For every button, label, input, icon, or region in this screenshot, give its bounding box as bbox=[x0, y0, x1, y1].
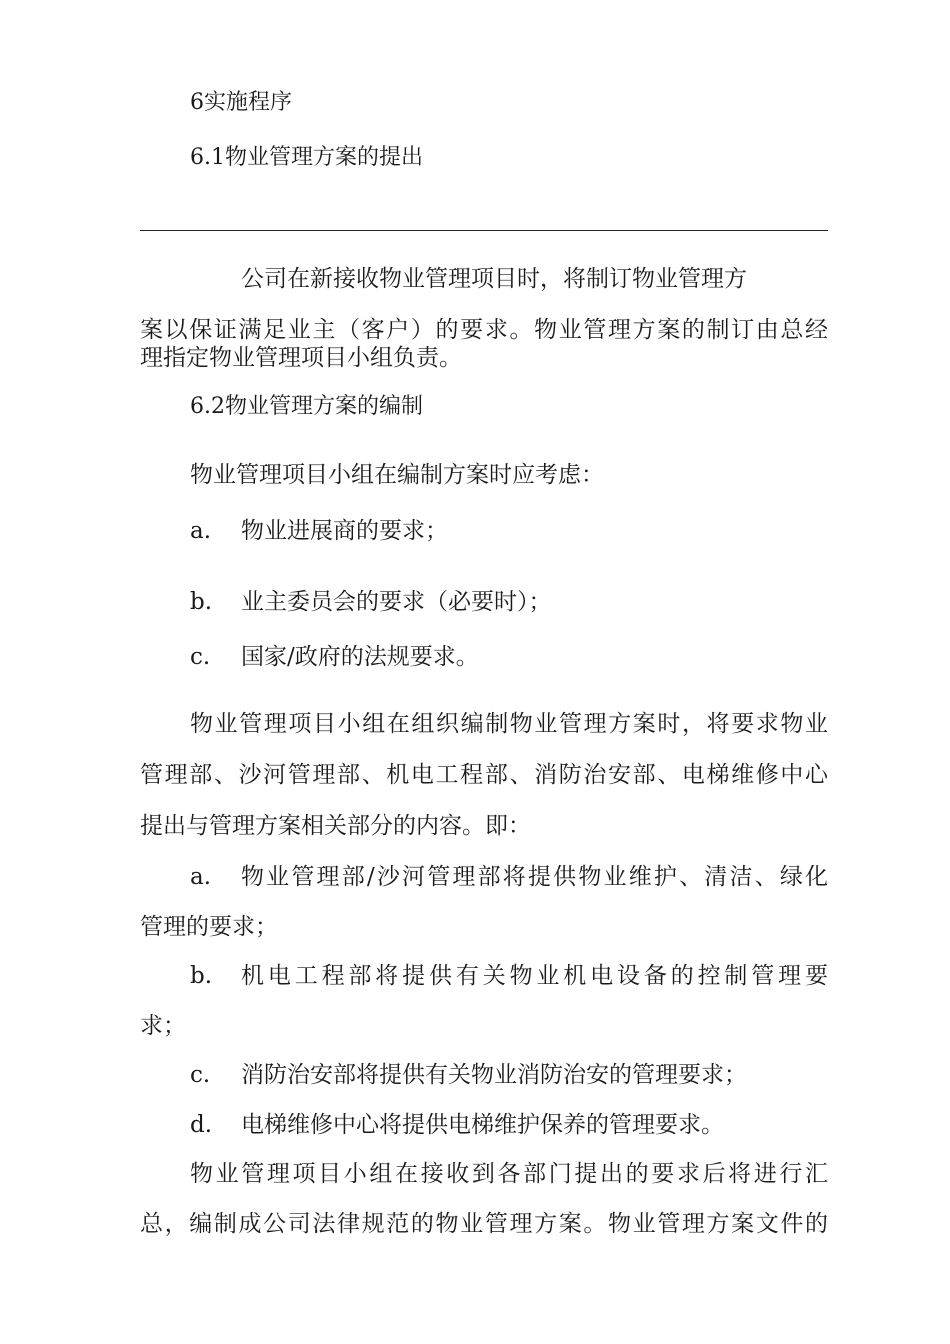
list-text: 业主委员会的要求（必要时）； bbox=[241, 589, 552, 615]
list-item-continuation: 管理的要求； bbox=[140, 914, 278, 940]
paragraph-4-line-1: 物业管理项目小组在接收到各部门提出的要求后将进行汇 bbox=[190, 1161, 828, 1187]
list-text: 电梯维修中心将提供电梯维护保养的管理要求。 bbox=[241, 1112, 724, 1138]
paragraph-1-line-3: 理指定物业管理项目小组负责。 bbox=[140, 345, 462, 371]
horizontal-divider bbox=[140, 230, 828, 231]
list-text: 国家/政府的法规要求。 bbox=[241, 644, 479, 670]
list-text: 物业进展商的要求； bbox=[241, 518, 448, 544]
paragraph-3-line-1: 物业管理项目小组在组织编制物业管理方案时，将要求物业 bbox=[190, 711, 828, 737]
list-text: 物业管理部/沙河管理部将提供物业维护、清洁、绿化 bbox=[241, 864, 828, 890]
list-label: c. bbox=[190, 1062, 211, 1088]
list-text: 消防治安部将提供有关物业消防治安的管理要求； bbox=[241, 1062, 747, 1088]
paragraph-3-line-2: 管理部、沙河管理部、机电工程部、消防治安部、电梯维修中心 bbox=[140, 762, 828, 788]
paragraph-4-line-2: 总，编制成公司法律规范的物业管理方案。物业管理方案文件的 bbox=[140, 1211, 828, 1237]
list-label: b. bbox=[190, 589, 213, 615]
list-label: b. bbox=[190, 963, 213, 989]
paragraph-3-line-3: 提出与管理方案相关部分的内容。即： bbox=[140, 813, 531, 839]
list-label: c. bbox=[190, 644, 211, 670]
paragraph-1-line-2: 案以保证满足业主（客户）的要求。物业管理方案的制订由总经 bbox=[140, 317, 828, 343]
paragraph-1-line-1: 公司在新接收物业管理项目时，将制订物业管理方 bbox=[241, 266, 747, 292]
list-label: a. bbox=[190, 864, 212, 890]
list-label: d. bbox=[190, 1112, 213, 1138]
heading-6-1: 6.1物业管理方案的提出 bbox=[190, 145, 423, 170]
list-text: 机电工程部将提供有关物业机电设备的控制管理要 bbox=[241, 963, 828, 989]
list-item-continuation: 求； bbox=[140, 1013, 186, 1039]
heading-6: 6实施程序 bbox=[190, 90, 292, 115]
list-label: a. bbox=[190, 518, 212, 544]
heading-6-2: 6.2物业管理方案的编制 bbox=[190, 394, 423, 419]
paragraph-2: 物业管理项目小组在编制方案时应考虑： bbox=[190, 462, 604, 488]
